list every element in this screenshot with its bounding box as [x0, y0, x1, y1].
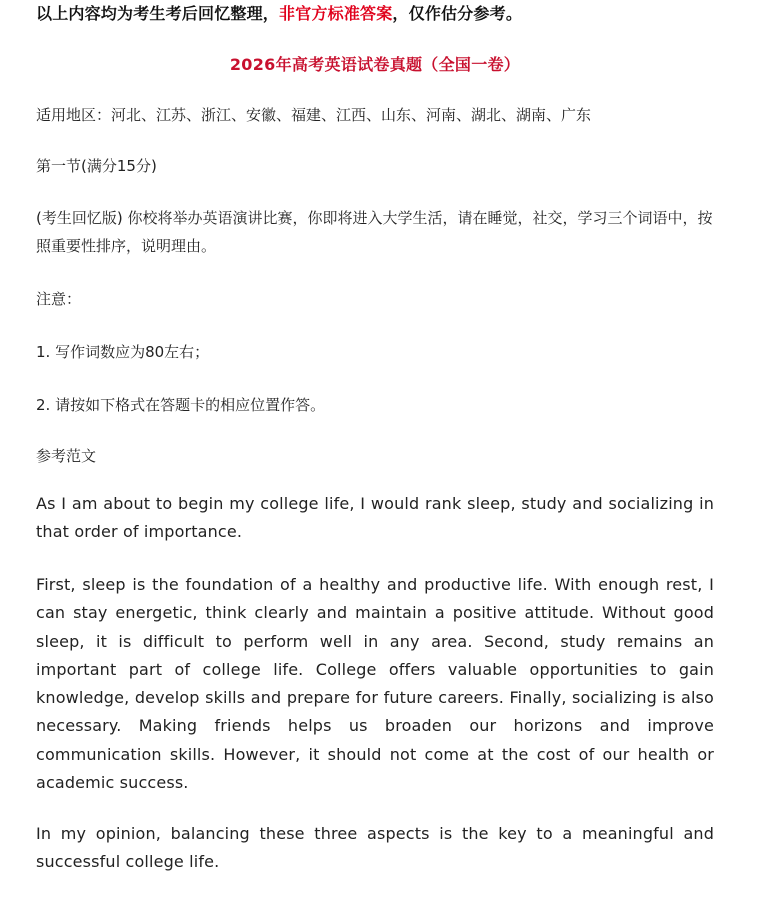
note-item-2: 2. 请按如下格式在答题卡的相应位置作答。: [36, 396, 326, 414]
essay-paragraph-1: As I am about to begin my college life, I would rank sleep, study and socializing in that order of importance.: [36, 494, 714, 542]
essay-paragraph-3: In my opinion, balancing these three aspects is the key to a meaningful and successful college life.: [36, 824, 714, 872]
note-item-1: 1. 写作词数应为80左右；: [36, 343, 210, 361]
disclaimer-prefix: 以上内容均为考生考后回忆整理，: [36, 4, 280, 23]
applicable-regions: 适用地区：河北、江苏、浙江、安徽、福建、江西、山东、河南、湖北、湖南、广东: [36, 106, 592, 124]
section-heading: 第一节(满分15分): [36, 157, 157, 175]
essay-paragraph-2: First, sleep is the foundation of a healthy and productive life. With enough rest, I can stay energetic, think clearly and maintain a positive attitude. Without good sleep, it is difficult to perform well in any area. Second, study remains an important part of college life. College offers valuable opportunities to gain knowledge, develop skills and prepare for future careers. Finally, socializing is also necessary. Making friends helps us broaden our horizons and improve communication skills. However, it should not come at the cost of our health or academic success.: [36, 575, 714, 793]
disclaimer: [36, 1, 522, 24]
disclaimer-highlight: 非官方标准答案: [279, 4, 393, 23]
document-title: 2026年高考英语试卷真题（全国一卷）: [229, 55, 521, 74]
writing-prompt: (考生回忆版) 你校将举办英语演讲比赛，你即将进入大学生活，请在睡觉，社交，学习三个词语中，按照重要性排序，说明理由。: [36, 209, 713, 255]
notice-label: 注意：: [36, 290, 82, 308]
disclaimer-suffix: ，仅作估分参考。: [392, 4, 523, 23]
sample-label: 参考范文: [36, 447, 97, 465]
